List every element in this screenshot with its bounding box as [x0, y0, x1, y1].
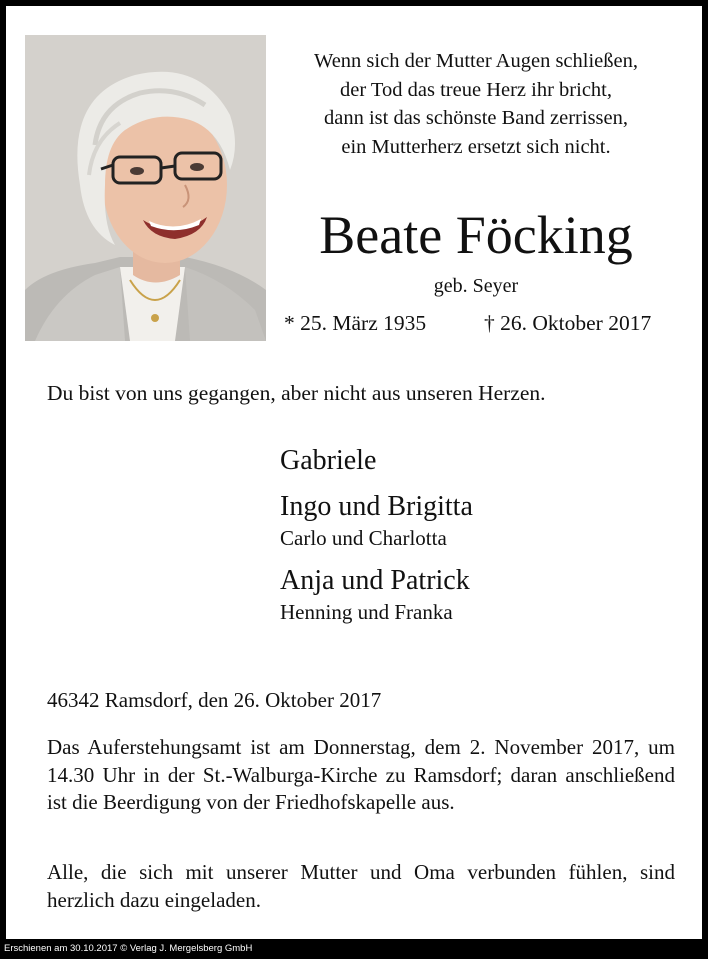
grandchildren-names: Henning und Franka — [280, 600, 453, 624]
mourner-group — [280, 490, 473, 552]
mourner-group — [280, 564, 473, 626]
farewell-quote: Du bist von uns gegangen, aber nicht aus unseren Herzen. — [47, 381, 546, 405]
invitation-text: Alle, die sich mit unserer Mutter und Oma verbunden fühlen, sind herzlich dazu eingeladen. — [47, 860, 675, 912]
funeral-service-info: Das Auferstehungsamt ist am Donnerstag, dem 2. November 2017, um 14.30 Uhr in der St.-Walburga-Kirche zu Ramsdorf; daran anschließend ist die Beerdigung von der Friedhofskapelle aus. — [47, 735, 675, 814]
maiden-name: geb. Seyer — [433, 275, 519, 297]
portrait-illustration — [25, 35, 266, 341]
verse-line: ein Mutterherz ersetzt sich nicht. — [341, 136, 611, 159]
portrait-photo — [25, 35, 266, 341]
verse-line: Wenn sich der Mutter Augen schließen, — [314, 50, 638, 72]
verse-line: dann ist das schönste Band zerrissen, — [323, 107, 629, 130]
mourner-group — [280, 444, 473, 478]
mourners-list — [280, 444, 473, 638]
mourner-name: Ingo und Brigitta — [280, 491, 473, 522]
obituary-notice — [6, 6, 702, 939]
place-date: 46342 Ramsdorf, den 26. Oktober 2017 — [47, 688, 382, 712]
birth-date: * 25. März 1935 — [284, 311, 427, 335]
death-date: † 26. Oktober 2017 — [484, 311, 652, 335]
memorial-verse — [266, 47, 686, 162]
mourner-name: Anja und Patrick — [280, 565, 470, 596]
publication-credit: Erschienen am 30.10.2017 © Verlag J. Mergelsberg GmbH — [4, 943, 253, 954]
verse-line: der Tod das treue Herz ihr bricht, — [340, 78, 612, 101]
mourner-name: Gabriele — [280, 445, 377, 476]
deceased-name: Beate Föcking — [319, 205, 633, 265]
grandchildren-names: Carlo und Charlotta — [280, 526, 447, 550]
